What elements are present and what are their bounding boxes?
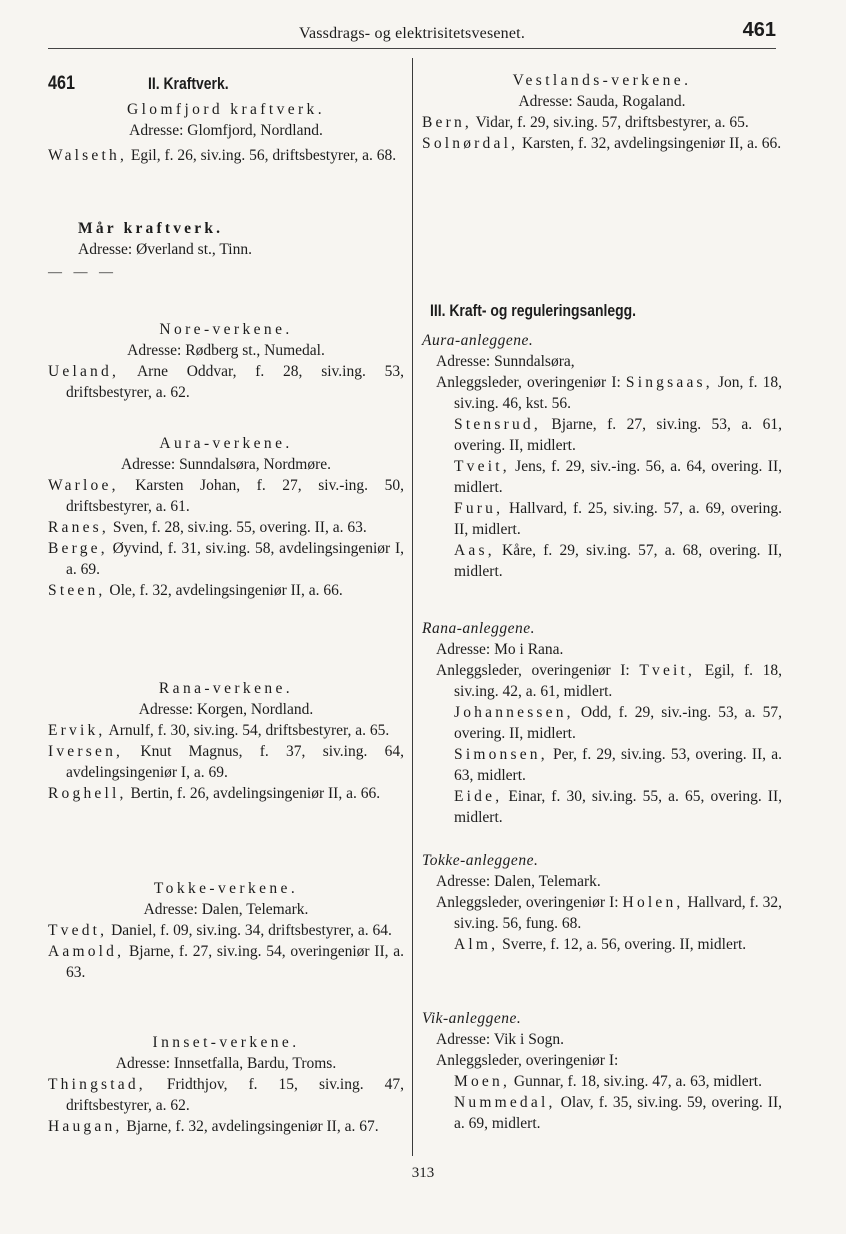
running-head	[48, 20, 776, 49]
staff-details: Per, f. 29, siv.ing. 53, overing. II, a. 63, midlert.	[454, 746, 782, 784]
staff-entry	[454, 1071, 782, 1092]
staff-surname: Singsaas,	[625, 374, 713, 391]
staff-entry	[454, 456, 782, 498]
staff-details: Egil, f. 18, siv.ing. 42, a. 61, midlert.	[454, 662, 783, 700]
site-lead: Anleggsleder, overingeniør I:	[436, 1052, 619, 1069]
staff-entry	[48, 580, 404, 601]
staff-entry	[454, 744, 782, 786]
staff-details: Kåre, f. 29, siv.ing. 57, a. 68, overing. II, midlert.	[454, 542, 782, 580]
lead-role: Anleggsleder, overingeniør I:	[436, 662, 640, 679]
staff-entry	[48, 1074, 404, 1116]
staff-entry	[48, 475, 404, 517]
staff-surname: Simonsen,	[454, 746, 548, 763]
staff-surname: Moen,	[454, 1073, 511, 1090]
unit-address: Adresse: Rødberg st., Numedal.	[127, 342, 325, 359]
unit-vestlands	[422, 70, 782, 154]
unit-address: Adresse: Innsetfalla, Bardu, Troms.	[115, 1055, 337, 1072]
section-title: II. Kraftverk.	[148, 74, 229, 93]
unit-address: Adresse: Sauda, Rogaland.	[518, 93, 686, 110]
staff-surname: Warloe,	[48, 477, 119, 494]
staff-details: Bjarne, f. 27, siv.ing. 54, overingeniør II, a. 63.	[66, 943, 404, 981]
staff-details: Arnulf, f. 30, siv.ing. 54, driftsbestyrer, a. 65.	[105, 722, 390, 739]
unit-name: Aura-verkene.	[159, 435, 293, 452]
site-lead	[436, 372, 782, 414]
site-aura	[422, 330, 782, 582]
staff-surname: Holen,	[622, 894, 684, 911]
unit-name: Rana-verkene.	[158, 680, 294, 697]
staff-surname: Aas,	[454, 542, 495, 559]
staff-entry	[48, 145, 404, 166]
staff-entry	[454, 934, 782, 955]
staff-surname: Berge,	[48, 540, 108, 557]
site-vik	[422, 1008, 782, 1134]
staff-surname: Ervik,	[48, 722, 106, 739]
staff-entry	[48, 741, 404, 783]
staff-entry	[48, 538, 404, 580]
staff-details: Karsten Johan, f. 27, siv.-ing. 50, driftsbestyrer, a. 61.	[66, 477, 404, 515]
staff-surname: Bern,	[422, 114, 473, 131]
staff-details: Bjarne, f. 32, avdelingsingeniør II, a. 67.	[122, 1118, 379, 1135]
running-title: Vassdrags- og elektrisitetsvesenet.	[298, 25, 526, 42]
staff-entry	[454, 498, 782, 540]
staff-surname: Tvedt,	[48, 922, 108, 939]
staff-surname: Tveit,	[454, 458, 510, 475]
staff-surname: Haugan,	[48, 1118, 123, 1135]
staff-details: Karsten, f. 32, avdelingsingeniør II, a. 66.	[518, 135, 782, 152]
staff-surname: Solnørdal,	[422, 135, 519, 152]
site-name: Rana-anleggene.	[422, 620, 535, 637]
staff-details: Hallvard, f. 25, siv.ing. 57, a. 69, overing. II, midlert.	[454, 500, 782, 538]
section-title: III. Kraft- og reguleringsanlegg.	[430, 301, 637, 320]
staff-details: Odd, f. 29, siv.-ing. 53, a. 57, overing. II, midlert.	[454, 704, 782, 742]
staff-details: Einar, f. 30, siv.ing. 55, a. 65, overing. II, midlert.	[454, 788, 782, 826]
unit-address: Adresse: Glomfjord, Nordland.	[129, 122, 323, 139]
staff-details: Daniel, f. 09, siv.ing. 34, driftsbestyrer, a. 64.	[107, 922, 392, 939]
page-number: 461	[742, 19, 776, 41]
site-name: Vik-anleggene.	[422, 1010, 522, 1027]
staff-details: Knut Magnus, f. 37, siv.ing. 64, avdelingsingeniør I, a. 69.	[66, 743, 404, 781]
staff-entry	[454, 540, 782, 582]
site-address: Adresse: Dalen, Telemark.	[436, 873, 601, 890]
staff-details: Arne Oddvar, f. 28, siv.ing. 53, driftsbestyrer, a. 62.	[66, 363, 404, 401]
staff-surname: Iversen,	[48, 743, 124, 760]
staff-details: Sverre, f. 12, a. 56, overing. II, midlert.	[498, 936, 747, 953]
unit-glomfjord	[48, 99, 404, 166]
staff-entry	[422, 133, 782, 154]
unit-name: Nore-verkene.	[159, 321, 293, 338]
staff-surname: Alm,	[454, 936, 499, 953]
unit-name: Mår kraftverk.	[78, 220, 224, 237]
unit-rana	[48, 678, 404, 804]
unit-address: Adresse: Sunndalsøra, Nordmøre.	[120, 456, 332, 473]
unit-name: Glomfjord kraftverk.	[127, 101, 325, 118]
site-address: Adresse: Sunndalsøra,	[436, 353, 575, 370]
staff-details: Egil, f. 26, siv.ing. 56, driftsbestyrer, a. 68.	[127, 147, 397, 164]
staff-surname: Ranes,	[48, 519, 109, 536]
staff-entry	[48, 517, 404, 538]
staff-surname: Stensrud,	[454, 416, 541, 433]
staff-surname: Roghell,	[48, 785, 127, 802]
site-lead	[436, 892, 782, 934]
staff-surname: Furu,	[454, 500, 504, 517]
staff-entry	[454, 414, 782, 456]
lead-role: Anleggsleder, overingeniør I:	[436, 894, 623, 911]
site-rana	[422, 618, 782, 828]
lead-role: Anleggsleder, overingeniør I:	[436, 374, 626, 391]
unit-aura	[48, 433, 404, 601]
staff-entry	[454, 702, 782, 744]
unit-address: Adresse: Dalen, Telemark.	[143, 901, 309, 918]
staff-entry	[422, 112, 782, 133]
staff-entry	[454, 786, 782, 828]
staff-details: Vidar, f. 29, siv.ing. 57, driftsbestyrer, a. 65.	[472, 114, 749, 131]
staff-details: Bjarne, f. 27, siv.ing. 53, a. 61, overing. II, midlert.	[454, 416, 782, 454]
staff-entry	[454, 1092, 782, 1134]
site-name: Tokke-anleggene.	[422, 852, 539, 869]
staff-surname: Eide,	[454, 788, 503, 805]
unit-innset	[48, 1032, 404, 1137]
staff-entry	[48, 783, 404, 804]
staff-surname: Thingstad,	[48, 1076, 146, 1093]
staff-surname: Ueland,	[48, 363, 120, 380]
unit-name: Vestlands-verkene.	[512, 72, 692, 89]
unit-tokke	[48, 878, 404, 983]
unit-address: Adresse: Øverland st., Tinn.	[78, 241, 252, 258]
staff-entry	[48, 361, 404, 403]
section-number: 461	[48, 73, 75, 94]
staff-entry	[48, 720, 404, 741]
staff-surname: Johannessen,	[454, 704, 574, 721]
site-address: Adresse: Mo i Rana.	[436, 641, 564, 658]
staff-entry	[48, 920, 404, 941]
site-tokke	[422, 850, 782, 955]
staff-surname: Steen,	[48, 582, 106, 599]
staff-surname: Walseth,	[48, 147, 128, 164]
staff-details: Hallvard, f. 32, siv.ing. 56, fung. 68.	[454, 894, 783, 932]
staff-surname: Aamold,	[48, 943, 125, 960]
staff-surname: Tveit,	[639, 662, 696, 679]
staff-details: Jon, f. 18, siv.ing. 46, kst. 56.	[454, 374, 782, 412]
staff-details: Sven, f. 28, siv.ing. 55, overing. II, a. 63.	[108, 519, 367, 536]
folio-number: 313	[411, 1165, 435, 1181]
staff-details: Olav, f. 35, siv.ing. 59, overing. II, a. 69, midlert.	[454, 1094, 782, 1132]
site-address: Adresse: Vik i Sogn.	[436, 1031, 564, 1048]
unit-name: Tokke-verkene.	[153, 880, 299, 897]
unit-nore	[48, 319, 404, 403]
separator-dashes: — — —	[48, 265, 117, 280]
staff-details: Jens, f. 29, siv.-ing. 56, a. 64, overing. II, midlert.	[454, 458, 782, 496]
staff-details: Fridthjov, f. 15, siv.ing. 47, driftsbestyrer, a. 62.	[66, 1076, 404, 1114]
staff-details: Ole, f. 32, avdelingsingeniør II, a. 66.	[105, 582, 343, 599]
staff-details: Gunnar, f. 18, siv.ing. 47, a. 63, midlert.	[510, 1073, 762, 1090]
column-divider	[412, 58, 413, 1156]
staff-details: Øyvind, f. 31, siv.ing. 58, avdelingsingeniør I, a. 69.	[66, 540, 404, 578]
staff-entry	[48, 1116, 404, 1137]
unit-address: Adresse: Korgen, Nordland.	[138, 701, 314, 718]
site-lead	[436, 660, 782, 702]
unit-maar	[48, 218, 404, 260]
site-name: Aura-anleggene.	[422, 332, 534, 349]
unit-name: Innset-verkene.	[152, 1034, 300, 1051]
staff-surname: Nummedal,	[454, 1094, 556, 1111]
staff-entry	[48, 941, 404, 983]
staff-details: Bertin, f. 26, avdelingsingeniør II, a. 66.	[126, 785, 381, 802]
